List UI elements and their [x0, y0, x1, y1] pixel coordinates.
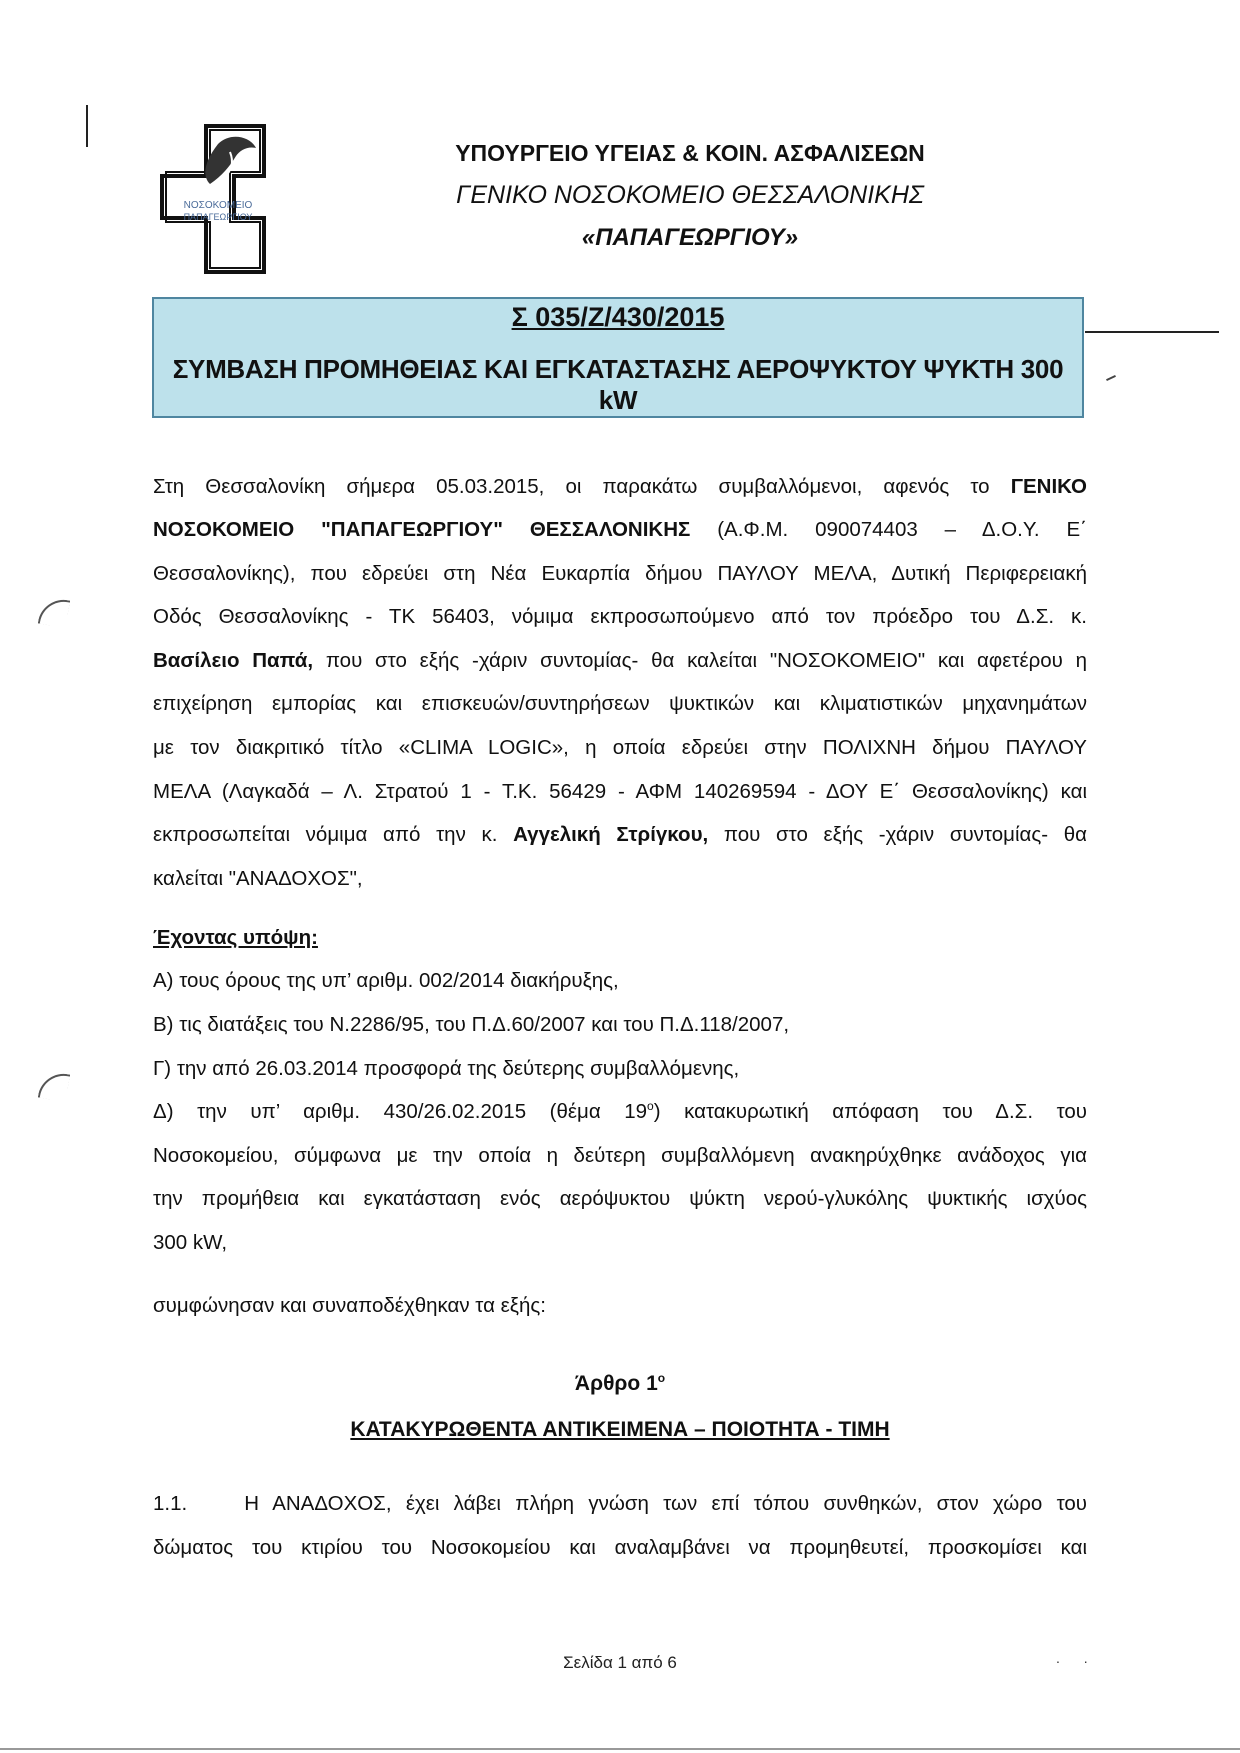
considering-item: την προμήθεια και εγκατάσταση ενός αερόψυκτου ψύκτη νερού-γλυκόλης ψυκτικής ισχύος: [153, 1187, 1087, 1210]
intro-line: Θεσσαλονίκης), που εδρεύει στη Νέα Ευκαρπία δήμου ΠΑΥΛΟΥ ΜΕΛΑ, Δυτική Περιφερειακή: [153, 562, 1087, 585]
considering-item: 300 kW,: [153, 1231, 228, 1254]
svg-text:ΝΟΣΟΚΟΜΕΙΟ: ΝΟΣΟΚΟΜΕΙΟ: [183, 200, 253, 211]
contract-code: Σ 035/Ζ/430/2015: [511, 302, 725, 332]
contract-title: ΣΥΜΒΑΣΗ ΠΡΟΜΗΘΕΙΑΣ ΚΑΙ ΕΓΚΑΤΑΣΤΑΣΗΣ ΑΕΡΟΨΥΚΤΟΥ ΨΥΚΤΗ 300 kW: [172, 354, 1064, 415]
scan-line: [1085, 331, 1219, 333]
article-title: Άρθρο $1^o$: [574, 1371, 666, 1395]
intro-line: Στη Θεσσαλονίκη σήμερα 05.03.2015, οι παρακάτω συμβαλλόμενοι, αφενός το ΓΕΝΙΚΟ: [153, 475, 1087, 498]
considering-item: Δ) την υπ’ αριθμ. 430/26.02.2015 (θέμα $19^o$) κατακυρωτική απόφαση του Δ.Σ. του: [153, 1099, 1088, 1123]
scan-mark: [86, 105, 88, 147]
scan-dots: . .: [1056, 1650, 1098, 1666]
intro-line: εκπροσωπείται νόμιμα από την κ. Αγγελική Στρίγκου, που στο εξής -χάριν συντομίας- θα: [153, 823, 1087, 846]
intro-line: επιχείρηση εμπορίας και επισκευών/συντηρήσεων ψυκτικών και κλιματιστικών μηχανημάτων: [153, 692, 1087, 715]
svg-text:ΠΑΠΑΓΕΩΡΓΙΟΥ: ΠΑΠΑΓΕΩΡΓΙΟΥ: [183, 212, 253, 222]
punch-hole-mark: [38, 1070, 70, 1102]
intro-line: με τον διακριτικό τίτλο «CLIMA LOGIC», η οποία εδρεύει στην ΠΟΛΙΧΝΗ δήμου ΠΑΥΛΟΥ: [153, 736, 1087, 759]
considering-item: Νοσοκομείου, σύμφωνα με την οποία η δεύτερη συμβαλλόμενη ανακηρύχθηκε ανάδοχος για: [153, 1144, 1087, 1167]
intro-line: Βασίλειο Παπά, που στο εξής -χάριν συντομίας- θα καλείται "ΝΟΣΟΚΟΜΕΙΟ" και αφετέρου η: [153, 649, 1088, 672]
punch-hole-mark: [38, 596, 70, 628]
page-number: Σελίδα 1 από 6: [563, 1653, 677, 1672]
article-paragraph-line: δώματος του κτιρίου του Νοσοκομείου και αναλαμβάνει να προμηθευτεί, προσκομίσει και: [153, 1536, 1087, 1559]
considering-heading: Έχοντας υπόψη:: [153, 926, 318, 949]
considering-item: Α) τους όρους της υπ’ αριθμ. 002/2014 διακήρυξης,: [153, 969, 619, 992]
scan-mark: [1106, 375, 1116, 381]
article-paragraph-line: 1.1. Η ΑΝΑΔΟΧΟΣ, έχει λάβει πλήρη γνώση των επί τόπου συνθηκών, στον χώρο του: [153, 1492, 1087, 1515]
agreed-line: συμφώνησαν και συναποδέχθηκαν τα εξής:: [153, 1294, 546, 1317]
ministry-heading: ΥΠΟΥΡΓΕΙΟ ΥΓΕΙΑΣ & ΚΟΙΝ. ΑΣΦΑΛΙΣΕΩΝ: [455, 140, 925, 166]
hospital-logo: [160, 122, 280, 280]
considering-item: Γ) την από 26.03.2014 προσφορά της δεύτερης συμβαλλόμενης,: [153, 1057, 740, 1080]
page-edge: [0, 1748, 1240, 1750]
considering-item: Β) τις διατάξεις του Ν.2286/95, του Π.Δ.60/2007 και του Π.Δ.118/2007,: [153, 1013, 790, 1036]
intro-line: Οδός Θεσσαλονίκης - ΤΚ 56403, νόμιμα εκπροσωπούμενο από τον πρόεδρο του Δ.Σ. κ.: [153, 605, 1087, 628]
intro-line: ΜΕΛΑ (Λαγκαδά – Λ. Στρατού 1 - Τ.Κ. 56429 - ΑΦΜ 140269594 - ΔΟΥ Ε΄ Θεσσαλονίκης) και: [153, 780, 1087, 803]
intro-line: καλείται "ΑΝΑΔΟΧΟΣ",: [153, 867, 363, 890]
article-subtitle: ΚΑΤΑΚΥΡΩΘΕΝΤΑ ΑΝΤΙΚΕΙΜΕΝΑ – ΠΟΙΟΤΗΤΑ - ΤΙΜΗ: [350, 1418, 890, 1441]
intro-line: ΝΟΣΟΚΟΜΕΙΟ "ΠΑΠΑΓΕΩΡΓΙΟΥ" ΘΕΣΣΑΛΟΝΙΚΗΣ (Α.Φ.Μ. 090074403 – Δ.Ο.Υ. Ε΄: [153, 518, 1087, 541]
hospital-heading: ΓΕΝΙΚΟ ΝΟΣΟΚΟΜΕΙΟ ΘΕΣΣΑΛΟΝΙΚΗΣ: [456, 181, 924, 209]
hospital-name: «ΠΑΠΑΓΕΩΡΓΙΟΥ»: [581, 224, 799, 251]
